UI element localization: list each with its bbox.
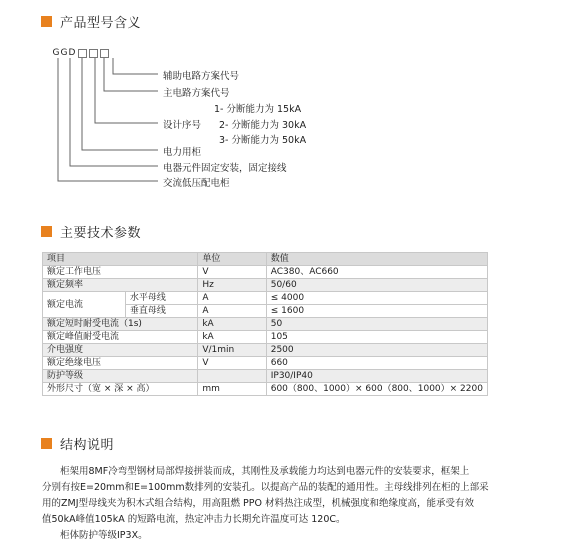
cell-value: 660 [266, 357, 487, 370]
cell-unit: V [198, 357, 266, 370]
cell-item: 介电强度 [43, 344, 198, 357]
table-row [43, 266, 488, 279]
cell-subitem: 垂直母线 [125, 305, 198, 318]
description-line: 值50kA峰值105kA 的短路电流，热定冲击力长期允许温度可达 120C。 [42, 514, 346, 525]
table-row [43, 292, 488, 305]
table-row [43, 370, 488, 383]
table-row [43, 279, 488, 292]
label-option-2: 2- 分断能力为 30kA [219, 120, 307, 131]
cell-value: ≤ 1600 [266, 305, 487, 318]
label-aux-circuit: 辅助电路方案代号 [163, 71, 240, 82]
orange-square-icon [41, 438, 52, 449]
table-row [43, 383, 488, 396]
cell-value: IP30/IP40 [266, 370, 487, 383]
cell-item: 额定电流 [43, 292, 126, 318]
cell-item: 额定绝缘电压 [43, 357, 198, 370]
header-cell-value: 数值 [266, 253, 487, 266]
cell-item: 额定峰值耐受电流 [43, 331, 198, 344]
cell-item: 外形尺寸（宽 × 深 × 高） [43, 383, 198, 396]
header-cell-item: 项目 [43, 253, 198, 266]
description-line: 柜体防护等级IP3X。 [60, 530, 148, 541]
cell-value: ≤ 4000 [266, 292, 487, 305]
table-header-row [43, 253, 488, 266]
section-heading-structure [41, 434, 114, 453]
cell-unit: mm [198, 383, 266, 396]
cell-value: AC380、AC660 [266, 266, 487, 279]
cell-unit: kA [198, 318, 266, 331]
cell-item: 额定频率 [43, 279, 198, 292]
section-title: 产品型号含义 [60, 16, 142, 31]
label-ac-switchgear: 交流低压配电柜 [163, 178, 230, 189]
leader-line-power [82, 58, 158, 150]
spec-table [42, 252, 488, 396]
cell-unit: Hz [198, 279, 266, 292]
cell-value: 105 [266, 331, 487, 344]
cell-unit: A [198, 292, 266, 305]
section-title: 结构说明 [60, 438, 115, 453]
label-fixed-install: 电器元件固定安装，固定接线 [163, 163, 287, 174]
label-option-3: 3- 分断能力为 50kA [219, 135, 307, 146]
code-letter: G [52, 48, 60, 58]
description-line: 柜架用8MF冷弯型钢材局部焊接拼装而成，其刚性及承载能力均达到电器元件的安装要求，框架上 [60, 466, 470, 477]
code-letter: G [60, 48, 68, 58]
cell-unit: A [198, 305, 266, 318]
cell-unit: V [198, 266, 266, 279]
table-row [43, 318, 488, 331]
leader-line-aux [113, 58, 158, 74]
label-option-1: 1- 分断能力为 15kA [214, 104, 302, 115]
label-power-cabinet: 电力用柜 [163, 147, 202, 158]
cell-subitem: 水平母线 [125, 292, 198, 305]
cell-value: 50/60 [266, 279, 487, 292]
table-row [43, 331, 488, 344]
cell-item: 额定工作电压 [43, 266, 198, 279]
orange-square-icon [41, 226, 52, 237]
table-row [43, 344, 488, 357]
cell-unit [198, 370, 266, 383]
leader-line-ac [58, 58, 158, 181]
section-title: 主要技术参数 [60, 226, 142, 241]
label-design-number: 设计序号 [163, 120, 202, 131]
structure-description [42, 464, 492, 544]
description-line: 用的ZMJ型母线夹为积木式组合结构，用高阻燃 PPO 材料热注成型，机械强度和绝缘度高，能承受有效 [42, 498, 474, 509]
description-line: 分别有按E=20mm和E=100mm数排列的安装孔。以提高产品的装配的通用性。主母线排列在柜的上部采 [42, 482, 489, 493]
cell-value: 50 [266, 318, 487, 331]
cell-unit: V/1min [198, 344, 266, 357]
cell-value: 2500 [266, 344, 487, 357]
label-main-circuit: 主电路方案代号 [163, 88, 230, 99]
cell-item: 防护等级 [43, 370, 198, 383]
cell-value: 600（800、1000）× 600（800、1000）× 2200 [266, 383, 487, 396]
header-cell-unit: 单位 [198, 253, 266, 266]
cell-unit: kA [198, 331, 266, 344]
code-letter: D [68, 48, 76, 58]
table-row [43, 357, 488, 370]
cell-item: 额定短时耐受电流（1s) [43, 318, 198, 331]
model-code-leader-lines [0, 0, 577, 200]
section-heading-specs [41, 222, 141, 241]
